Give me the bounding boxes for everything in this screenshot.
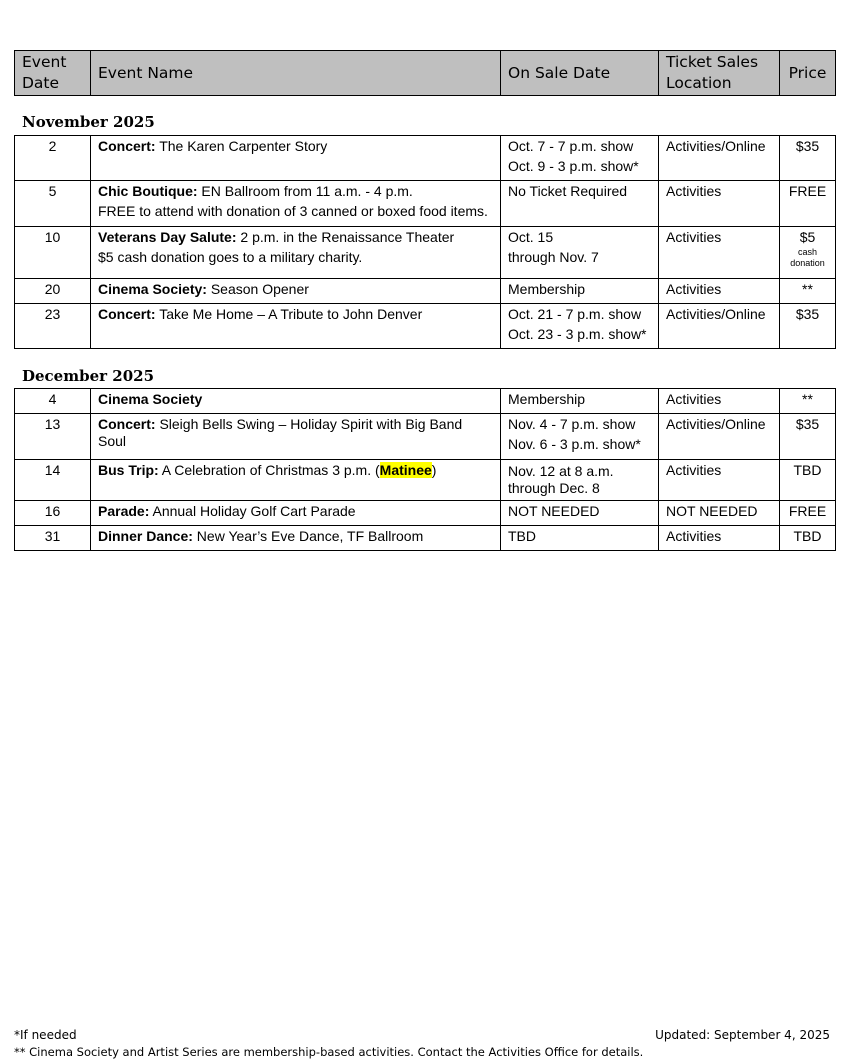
event-date: 4 <box>15 389 91 414</box>
event-date: 2 <box>15 136 91 181</box>
table-row <box>15 304 836 349</box>
event-name: Concert: The Karen Carpenter Story <box>91 136 501 181</box>
matinee-highlight: Matinee <box>379 462 432 478</box>
on-sale-date: Membership <box>501 279 659 304</box>
on-sale-date: Membership <box>501 389 659 414</box>
table-row <box>15 279 836 304</box>
header-on-sale-date: On Sale Date <box>501 51 659 96</box>
event-date: 16 <box>15 501 91 526</box>
price: ** <box>780 389 836 414</box>
price-note: cash donation <box>790 247 825 268</box>
header-event-name: Event Name <box>91 51 501 96</box>
table-row <box>15 181 836 227</box>
price: $35 <box>780 414 836 460</box>
schedule-header <box>14 50 836 96</box>
table-row <box>15 414 836 460</box>
header-event-date: Event Date <box>15 51 91 96</box>
table-row <box>15 526 836 551</box>
sales-location: Activities <box>659 526 780 551</box>
on-sale-date: Nov. 12 at 8 a.m. through Dec. 8 <box>501 460 659 501</box>
november-events-table <box>14 135 836 349</box>
event-name: Dinner Dance: New Year’s Eve Dance, TF Ballroom <box>91 526 501 551</box>
month-heading-november: November 2025 <box>22 113 155 131</box>
event-date: 5 <box>15 181 91 227</box>
event-name: Bus Trip: A Celebration of Christmas 3 p.m. (Matinee) <box>91 460 501 501</box>
updated-date: Updated: September 4, 2025 <box>655 1028 830 1042</box>
price: TBD <box>780 526 836 551</box>
event-date: 10 <box>15 227 91 279</box>
price: $5 cash donation <box>780 227 836 279</box>
event-date: 14 <box>15 460 91 501</box>
table-row <box>15 460 836 501</box>
on-sale-date: No Ticket Required <box>501 181 659 227</box>
sales-location: Activities <box>659 279 780 304</box>
header-ticket-location: Ticket Sales Location <box>659 51 780 96</box>
event-name: Parade: Annual Holiday Golf Cart Parade <box>91 501 501 526</box>
table-row <box>15 389 836 414</box>
event-name: Veterans Day Salute: 2 p.m. in the Renaissance Theater $5 cash donation goes to a military charity. <box>91 227 501 279</box>
event-date: 20 <box>15 279 91 304</box>
price: $35 <box>780 136 836 181</box>
event-name: Concert: Sleigh Bells Swing – Holiday Spirit with Big Band Soul <box>91 414 501 460</box>
sales-location: Activities/Online <box>659 304 780 349</box>
price: $35 <box>780 304 836 349</box>
header-price: Price <box>780 51 836 96</box>
sales-location: Activities <box>659 389 780 414</box>
event-name: Cinema Society <box>91 389 501 414</box>
sales-location: Activities/Online <box>659 414 780 460</box>
on-sale-date: TBD <box>501 526 659 551</box>
price: TBD <box>780 460 836 501</box>
event-date: 13 <box>15 414 91 460</box>
sales-location: Activities/Online <box>659 136 780 181</box>
table-row <box>15 501 836 526</box>
sales-location: NOT NEEDED <box>659 501 780 526</box>
on-sale-date: NOT NEEDED <box>501 501 659 526</box>
price: FREE <box>780 181 836 227</box>
sales-location: Activities <box>659 460 780 501</box>
table-row <box>15 227 836 279</box>
sales-location: Activities <box>659 181 780 227</box>
month-heading-december: December 2025 <box>22 367 155 385</box>
on-sale-date: Oct. 15 through Nov. 7 <box>501 227 659 279</box>
december-events-table <box>14 388 836 551</box>
event-name: Cinema Society: Season Opener <box>91 279 501 304</box>
on-sale-date: Oct. 7 - 7 p.m. show Oct. 9 - 3 p.m. show* <box>501 136 659 181</box>
table-row <box>15 136 836 181</box>
event-date: 31 <box>15 526 91 551</box>
footnote-membership: ** Cinema Society and Artist Series are membership-based activities. Contact the Activities Office for details. <box>14 1045 644 1059</box>
event-date: 23 <box>15 304 91 349</box>
sales-location: Activities <box>659 227 780 279</box>
on-sale-date: Nov. 4 - 7 p.m. show Nov. 6 - 3 p.m. show* <box>501 414 659 460</box>
event-name: Concert: Take Me Home – A Tribute to John Denver <box>91 304 501 349</box>
footnote-if-needed: *If needed <box>14 1028 77 1042</box>
event-name: Chic Boutique: EN Ballroom from 11 a.m. - 4 p.m. FREE to attend with donation of 3 canned or boxed food items. <box>91 181 501 227</box>
price: ** <box>780 279 836 304</box>
on-sale-date: Oct. 21 - 7 p.m. show Oct. 23 - 3 p.m. show* <box>501 304 659 349</box>
price: FREE <box>780 501 836 526</box>
